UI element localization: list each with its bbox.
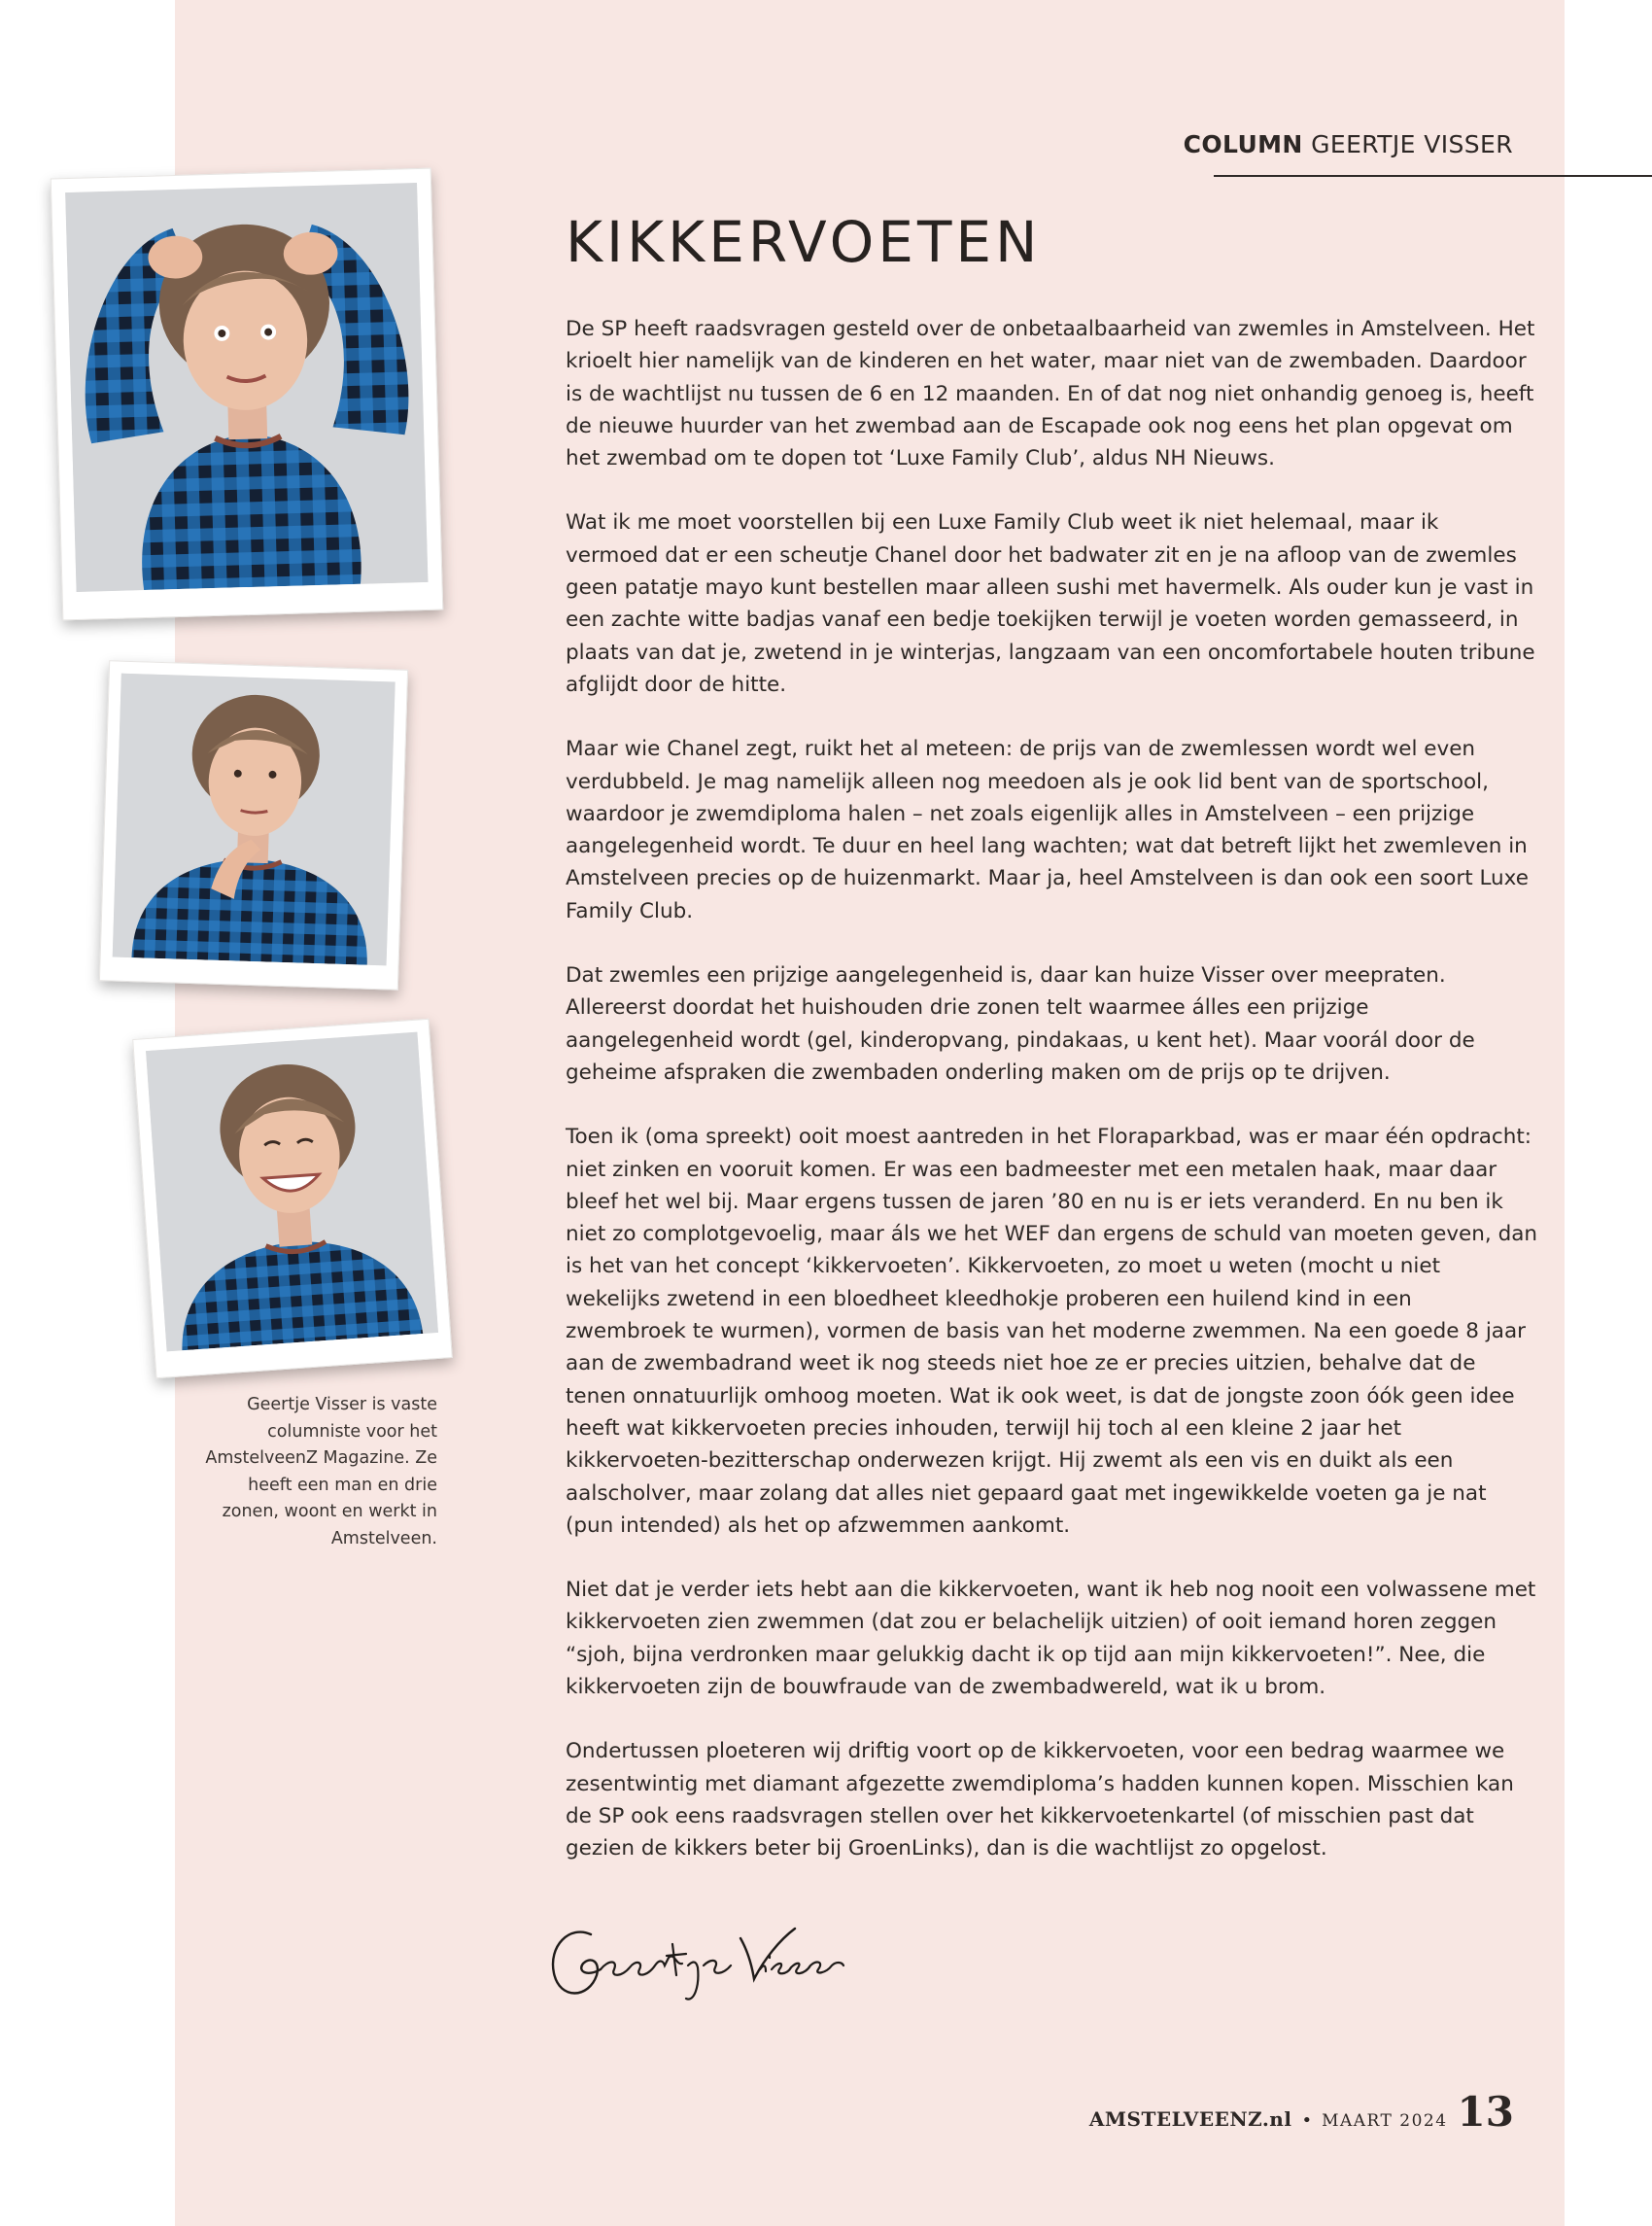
author-bio: Geertje Visser is vaste columniste voor het AmstelveenZ Magazine. Ze heeft een man en drie zonen, woont en werkt in Amstelveen. <box>205 1395 437 1548</box>
article-body <box>566 313 1537 1896</box>
paragraph: Niet dat je verder iets hebt aan die kikkervoeten, want ik heb nog nooit een volwassene met kikkervoeten zien zwemmen (dat zou er belachelijk uitzien) of ooit iemand horen zeggen “sjoh, bijna verdronken maar gelukkig dacht ik op tijd aan mijn kikkervoeten!”. Nee, die kikkervoeten zijn de bouwfraude van de zwembadwereld, wat ik u brom. <box>566 1578 1536 1699</box>
page-footer <box>1088 2088 1514 2136</box>
author-photo-hands-on-head <box>51 168 444 621</box>
photo-thinking-pose-icon <box>113 674 396 966</box>
paragraph: Toen ik (oma spreekt) ooit moest aantreden in het Floraparkbad, was er maar één opdracht: niet zinken en vooruit komen. Er was een badmeester met een metalen haak, maar daar bleef het wel bij. Maar ergens tussen de jaren ’80 en nu is er iets veranderd. En nu ben ik niet zo complotgevoelig, maar áls we het WEF dan ergens de schuld van moeten geven, dan is het van het concept ‘kikkervoeten’. Kikkervoeten, zo moet u weten (mocht u niet wekelijks zwetend in een bloedheet kleedhokje proberen een huilend kind in een zwembroek te wurmen), vormen de basis van het moderne zwemmen. Na een goede 8 jaar aan de zwembadrand weet ik nog steeds niet hoe ze er precies uitzien, behalve dat de tenen onnatuurlijk omhoog moeten. Wat ik ook weet, is dat de jongste zoon óók geen idee heeft wat kikkervoeten precies inhouden, terwijl hij toch al een kleine 2 jaar het kikkervoeten-bezitterschap onderwezen krijgt. Hij zwemt als een vis en duikt als een aalscholver, maar zolang dat alles niet gepaard gaat met ingewikkelde voeten ga je nat (pun intended) als het op afzwemmen aankomt. <box>566 1125 1538 1538</box>
photo-hands-on-head-icon <box>65 183 428 592</box>
kicker-label: COLUMN <box>1183 130 1303 158</box>
author-photo-thinking <box>99 660 408 991</box>
author-signature <box>540 1905 851 2012</box>
header-rule <box>1214 175 1652 177</box>
paragraph: Wat ik me moet voorstellen bij een Luxe Family Club weet ik niet helemaal, maar ik vermoed dat er een scheutje Chanel door het badwater zit en je na afloop van de zwemles geen patatje mayo kunt bestellen maar alleen sushi met havermelk. Als ouder kun je vast in een zachte witte badjas vanaf een bedje toekijken terwijl je voeten worden gemasseerd, in plaats van dat je, zwetend in je winterjas, langzaam van een oncomfortabele houten tribune afglijdt door de hitte. <box>566 510 1535 697</box>
paragraph: Ondertussen ploeteren wij driftig voort op de kikkervoeten, voor een bedrag waarmee we zesentwintig met diamant afgezette zwemdiploma’s hadden kunnen kopen. Misschien kan de SP ook eens raadsvragen stellen over het kikkervoetenkartel (of misschien past dat gezien de kikkers beter bij GroenLinks), dan is die wachtlijst zo opgelost. <box>566 1739 1514 1861</box>
signature-mark-icon <box>540 1905 851 2012</box>
article-title: KIKKERVOETEN <box>566 209 1042 275</box>
page-number: 13 <box>1457 2088 1514 2136</box>
photo-big-smile-icon <box>146 1032 438 1352</box>
kicker-author: GEERTJE VISSER <box>1311 130 1513 158</box>
paragraph: Maar wie Chanel zegt, ruikt het al meteen: de prijs van de zwemlessen wordt wel even verdubbeld. Je mag namelijk alleen nog meedoen als je ook lid bent van de sportschool, waardoor je zwemdiploma halen – net zoals eigenlijk alles in Amstelveen – een prijzige aangelegenheid wordt. Te duur en heel lang wachten; wat dat betreft lijkt het zwemleven in Amstelveen precies op de huizenmarkt. Maar ja, heel Amstelveen is dan ook een soort Luxe Family Club. <box>566 737 1529 923</box>
magazine-name: AMSTELVEENZ.nl <box>1088 2107 1292 2131</box>
paragraph: De SP heeft raadsvragen gesteld over de onbetaalbaarheid van zwemles in Amstelveen. Het krioelt hier namelijk van de kinderen en het water, maar niet van de zwembaden. Daardoor is de wachtlijst nu tussen de 6 en 12 maanden. En of dat nog niet onhandig genoeg is, heeft de nieuwe huurder van het zwembad aan de Escapade ook nog eens het plan opgevat om het zwembad om te dopen tot ‘Luxe Family Club’, aldus NH Nieuws. <box>566 317 1535 471</box>
author-photo-smiling <box>132 1019 453 1378</box>
issue-date: MAART 2024 <box>1322 2111 1448 2131</box>
footer-separator: • <box>1301 2110 1313 2131</box>
paragraph: Dat zwemles een prijzige aangelegenheid is, daar kan huize Visser over meepraten. Allereerst doordat het huishouden drie zonen telt waarmee álles een prijzige aangelegenheid wordt (gel, kinderopvang, pindakaas, u kent het). Maar voorál door de geheime afspraken die zwembaden onderling maken om de prijs op te drijven. <box>566 963 1475 1085</box>
column-kicker <box>1184 130 1513 158</box>
